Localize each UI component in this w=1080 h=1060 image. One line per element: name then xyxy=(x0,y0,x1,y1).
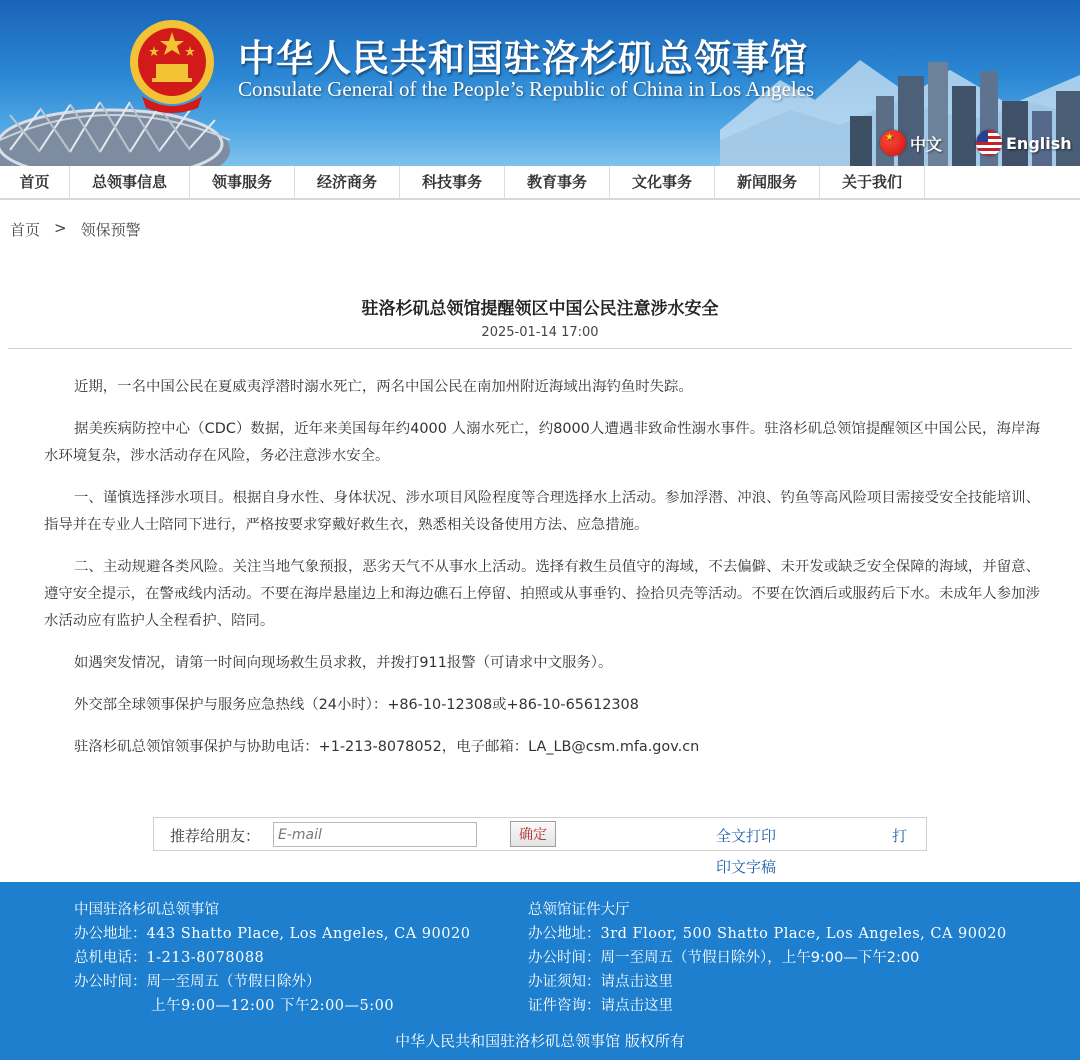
nav-about-us[interactable]: 关于我们 xyxy=(820,166,925,198)
hours-label: 办公时间： xyxy=(74,974,147,990)
address-value: 443 Shatto Place, Los Angeles, CA 90020 xyxy=(146,926,471,942)
main-nav xyxy=(0,166,1080,200)
footer-consulate-info xyxy=(74,898,470,1018)
footer-consulate-phone xyxy=(74,946,470,970)
breadcrumb xyxy=(10,219,141,240)
print-article-link[interactable]: 印文字稿 xyxy=(716,858,777,876)
footer-consulate-hours xyxy=(74,970,470,994)
site-title-cn: 中华人民共和国驻洛杉矶总领事馆 xyxy=(238,36,808,80)
china-flag-icon xyxy=(880,130,906,156)
footer xyxy=(0,882,1080,1060)
site-title-en: Consulate General of the People’s Republic of China in Los Angeles xyxy=(238,77,815,101)
footer-hall-address xyxy=(528,922,1007,946)
recommend-confirm-button[interactable]: 确定 xyxy=(510,821,556,847)
footer-hall-inquiry xyxy=(528,994,1007,1018)
footer-copyright: 中华人民共和国驻洛杉矶总领事馆 版权所有 xyxy=(395,1032,685,1050)
footer-document-hall-info xyxy=(528,898,1007,1018)
header-banner xyxy=(0,0,1080,166)
print-full-link[interactable]: 全文打印 xyxy=(716,827,777,845)
hours-days: 周一至周五（节假日除外） xyxy=(146,974,321,990)
article-paragraph: 近期，一名中国公民在夏威夷浮潜时溺水死亡，两名中国公民在南加州附近海域出海钓鱼时失踪。 xyxy=(74,379,693,395)
hours-times: 上午9:00—12:00 下午2:00—5:00 xyxy=(151,998,395,1014)
recommend-bar xyxy=(153,817,927,851)
nav-education[interactable]: 教育事务 xyxy=(505,166,610,198)
language-chinese-label: 中文 xyxy=(910,134,943,154)
breadcrumb-home[interactable]: 首页 xyxy=(10,221,41,239)
national-emblem-icon xyxy=(128,18,216,114)
address-label: 办公地址： xyxy=(74,926,147,942)
nav-science-tech[interactable]: 科技事务 xyxy=(400,166,505,198)
breadcrumb-current[interactable]: 领保预警 xyxy=(80,221,141,239)
article-date: 2025-01-14 17:00 xyxy=(481,325,599,340)
nav-consul-general-info[interactable]: 总领事信息 xyxy=(70,166,190,198)
nav-news[interactable]: 新闻服务 xyxy=(715,166,820,198)
article-paragraph: 二、主动规避各类风险。关注当地气象预报，恶劣天气不从事水上活动。选择有救生员值守的海域，不去偏僻、未开发或缺乏安全保障的海域，并留意、遵守安全提示，在警戒线内活动。不要在海岸悬崖边上和海边礁石上停留、拍照或从事垂钓、捡拾贝壳等活动。不要在饮酒后或服药后下水。未成年人参加涉水活动应有监护人全程看护、陪同。 xyxy=(44,559,1040,629)
notice-link[interactable]: 请点击这里 xyxy=(600,974,673,990)
usa-flag-icon xyxy=(976,130,1002,156)
nav-consular-services[interactable]: 领事服务 xyxy=(190,166,295,198)
address-label: 办公地址： xyxy=(528,926,601,942)
hours-value: 周一至周五（节假日除外），上午9:00—下午2:00 xyxy=(600,950,920,966)
nav-economic-commerce[interactable]: 经济商务 xyxy=(295,166,400,198)
article-title: 驻洛杉矶总领馆提醒领区中国公民注意涉水安全 xyxy=(361,299,719,319)
breadcrumb-separator: > xyxy=(54,219,67,237)
footer-hall-notice xyxy=(528,970,1007,994)
print-short-link[interactable]: 打 xyxy=(892,827,908,845)
phone-label: 总机电话： xyxy=(74,950,147,966)
article-divider xyxy=(8,348,1072,349)
address-value: 3rd Floor, 500 Shatto Place, Los Angeles, CA 90020 xyxy=(600,926,1007,942)
footer-consulate-hours-times xyxy=(74,994,470,1018)
article-body xyxy=(44,374,1040,776)
phone-value: 1-213-8078088 xyxy=(146,950,265,966)
notice-label: 办证须知： xyxy=(528,974,601,990)
language-english-label: English xyxy=(1006,133,1072,153)
recommend-label: 推荐给朋友： xyxy=(170,827,261,845)
inquiry-link[interactable]: 请点击这里 xyxy=(600,998,673,1014)
recommend-email-input[interactable] xyxy=(273,822,477,847)
article-paragraph: 一、谨慎选择涉水项目。根据自身水性、身体状况、涉水项目风险程度等合理选择水上活动。参加浮潜、冲浪、钓鱼等高风险项目需接受安全技能培训、指导并在专业人士陪同下进行，严格按要求穿戴好救生衣，熟悉相关设备使用方法、应急措施。 xyxy=(44,490,1040,533)
nav-culture[interactable]: 文化事务 xyxy=(610,166,715,198)
language-english-link[interactable] xyxy=(976,130,1072,156)
footer-consulate-address xyxy=(74,922,470,946)
article-paragraph: 外交部全球领事保护与服务应急热线（24小时）：+86-10-12308或+86-10-65612308 xyxy=(74,697,639,713)
inquiry-label: 证件咨询： xyxy=(528,998,601,1014)
article-paragraph: 据美疾病防控中心（CDC）数据，近年来美国每年约4000 人溺水死亡，约8000人遭遇非致命性溺水事件。驻洛杉矶总领馆提醒领区中国公民，海岸海水环境复杂，涉水活动存在风险，务必注意涉水安全。 xyxy=(44,421,1040,464)
nav-home[interactable]: 首页 xyxy=(0,166,70,198)
footer-hall-hours xyxy=(528,946,1007,970)
footer-hall-name: 总领馆证件大厅 xyxy=(528,902,630,918)
article-paragraph: 如遇突发情况，请第一时间向现场救生员求救，并拨打911报警（可请求中文服务）。 xyxy=(74,655,613,671)
language-chinese-link[interactable] xyxy=(880,130,942,156)
footer-consulate-name: 中国驻洛杉矶总领事馆 xyxy=(74,902,219,918)
article-paragraph: 驻洛杉矶总领馆领事保护与协助电话：+1-213-8078052，电子邮箱：LA_LB@csm.mfa.gov.cn xyxy=(74,739,700,755)
hours-label: 办公时间： xyxy=(528,950,601,966)
